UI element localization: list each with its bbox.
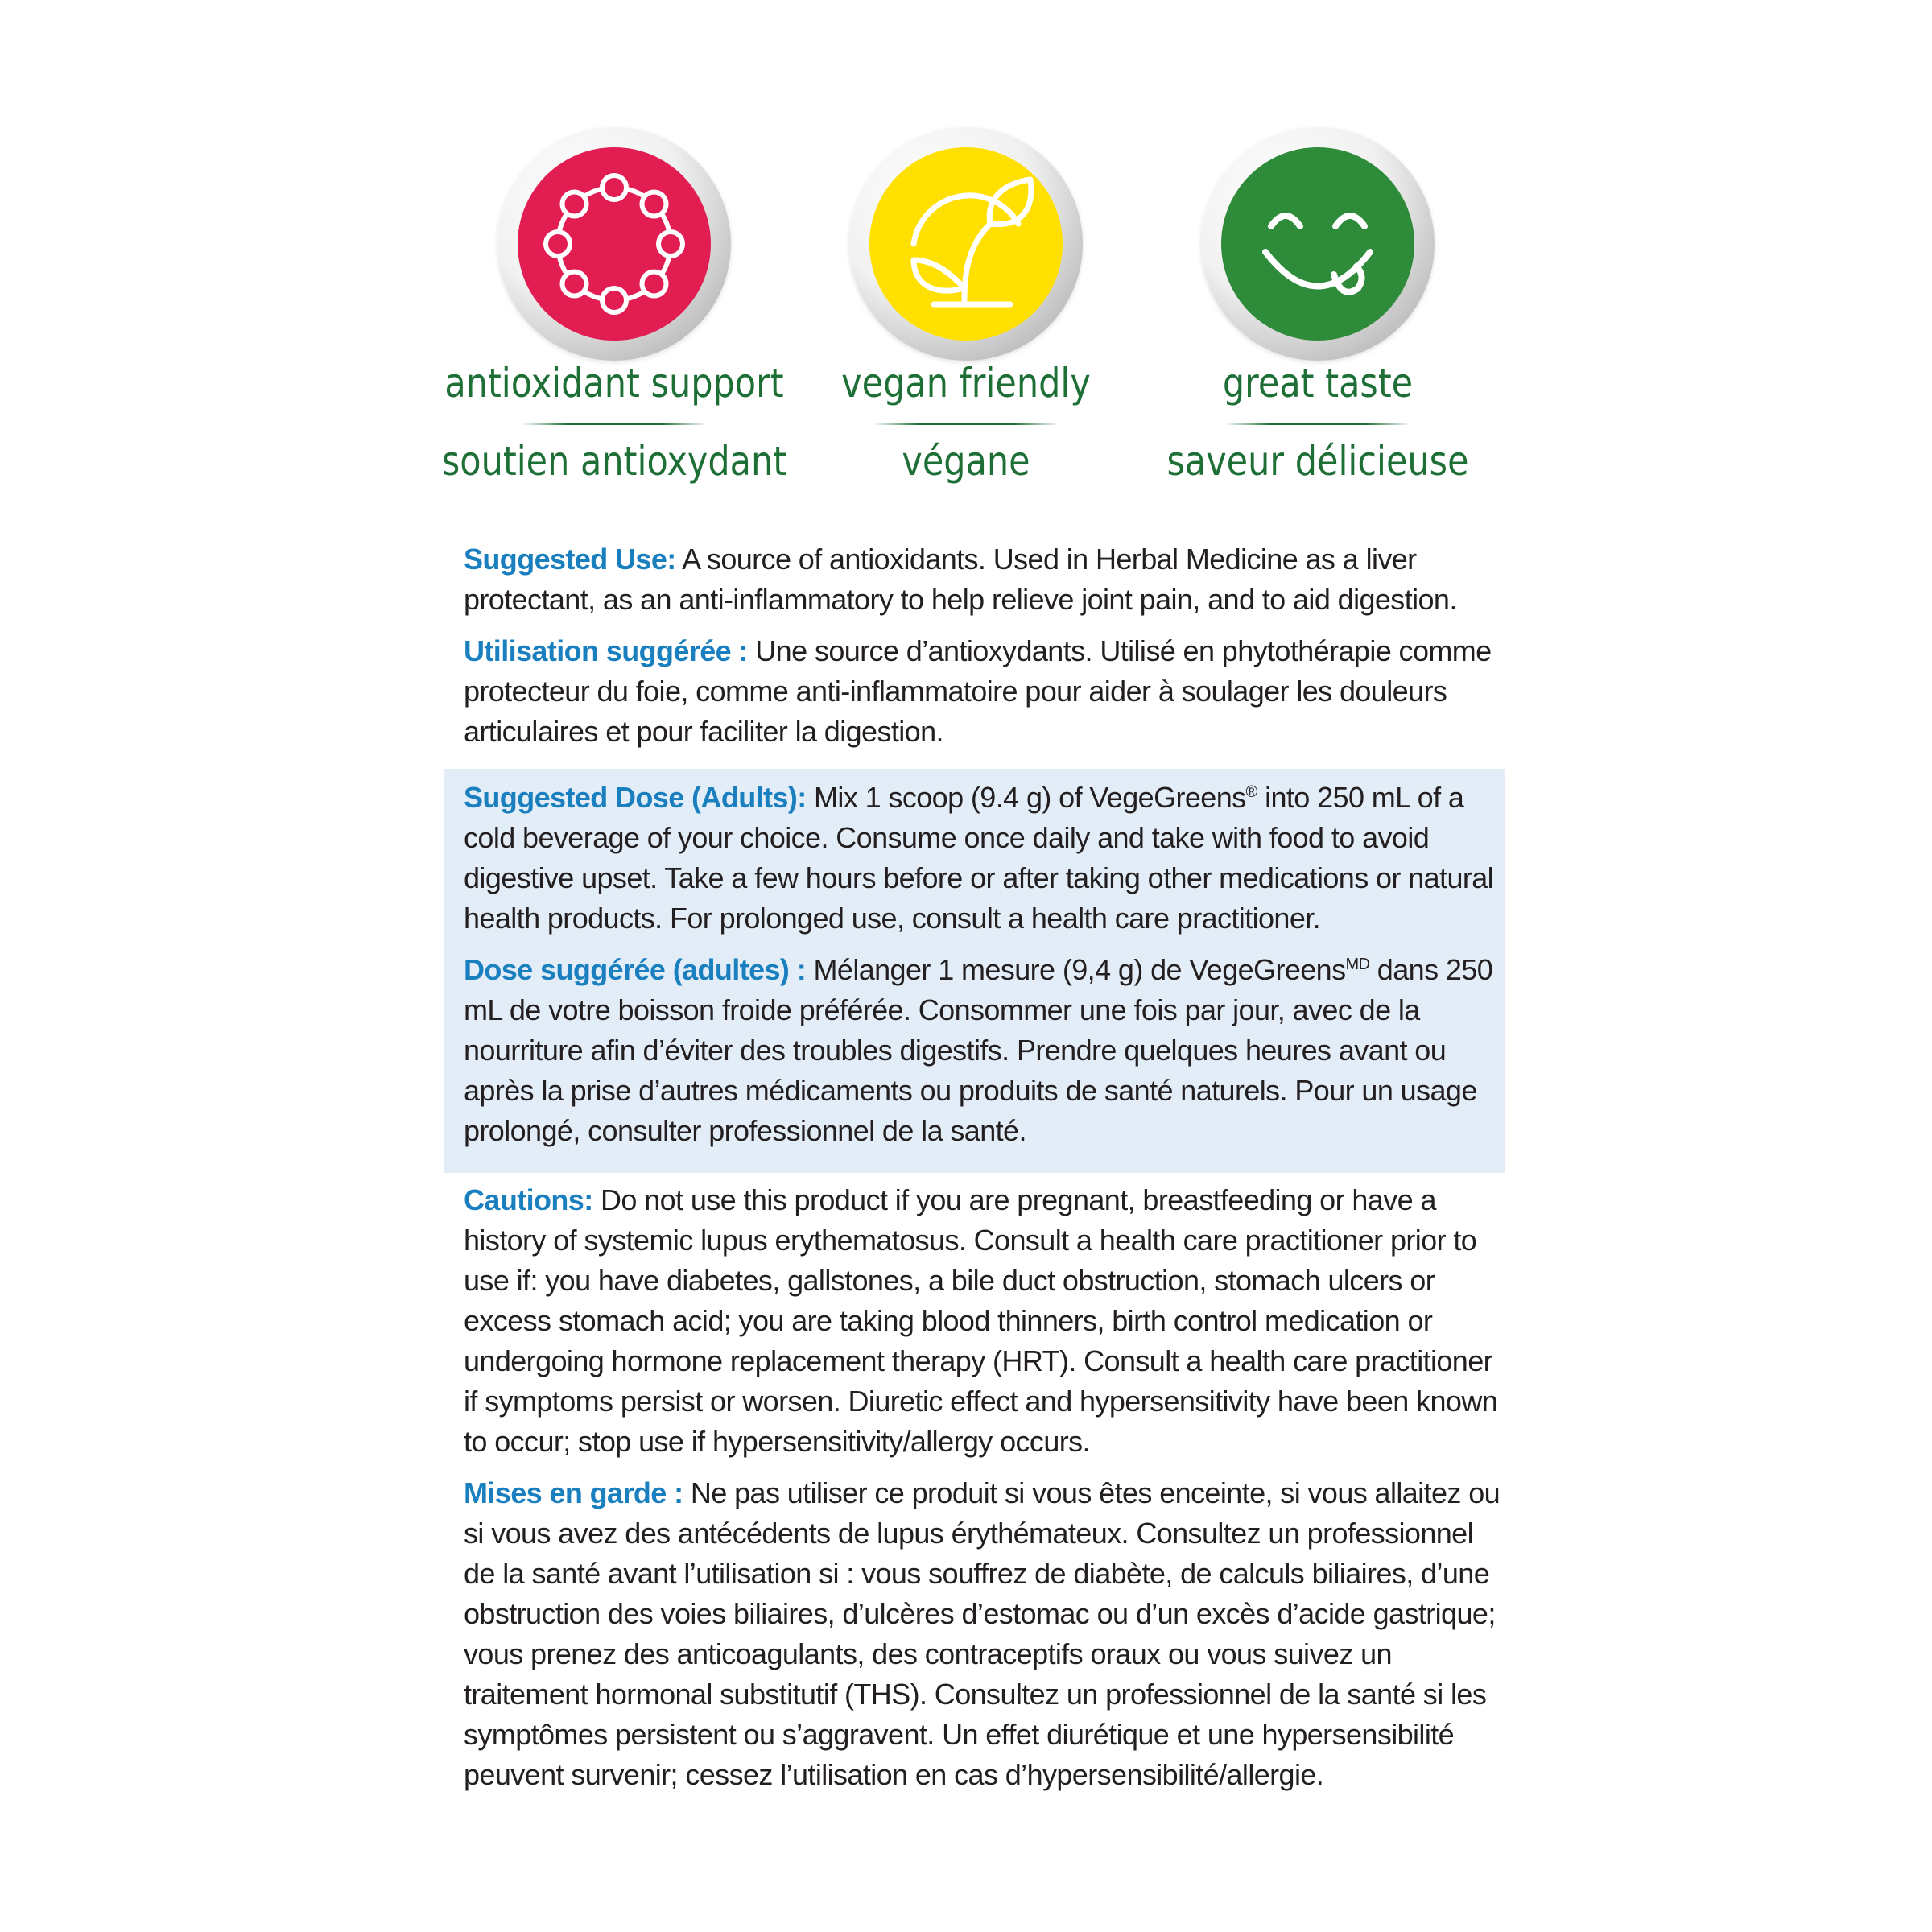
vegan-label-fr: végane <box>902 438 1030 485</box>
suggested-use-en-text: A source of antioxidants. Used in Herbal Medicine as a liver protectant, as an anti-inflammatory to help relieve joint pain, and to aid digestion. <box>464 543 1457 616</box>
suggested-use-section <box>464 539 1502 763</box>
suggested-dose-fr-text-1: Mélanger 1 mesure (9,4 g) de VegeGreens <box>806 953 1346 986</box>
taste-caption <box>1137 358 1497 486</box>
suggested-use-fr-text: Une source d’antioxydants. Utilisé en phytothérapie comme protecteur du foie, comme anti-inflammatoire pour aider à soulager les douleurs articulaires et pour faciliter la digestion. <box>464 634 1492 748</box>
suggested-dose-section <box>464 778 1502 1162</box>
cautions-fr <box>464 1473 1502 1795</box>
suggested-dose-en <box>464 778 1502 939</box>
cautions-section <box>464 1180 1502 1806</box>
suggested-dose-en-heading: Suggested Dose (Adults): <box>464 781 807 814</box>
cautions-fr-heading: Mises en garde : <box>464 1476 683 1509</box>
registered-mark: ® <box>1245 783 1257 801</box>
cautions-fr-text: Ne pas utiliser ce produit si vous êtes enceinte, si vous allaitez ou si vous avez des antécédents de lupus érythémateux. Consultez un professionnel de la santé avant l’utilisation si : vous souffrez de diabète, de calculs biliaires, d’une obstruction des voies biliaires, d’ulcères d’estomac ou d’un excès d’acide gastrique; vous prenez des anticoagulants, des contraceptifs oraux ou vous suivez un traitement hormonal substitutif (THS). Consultez un professionnel de la santé si les symptômes persistent ou s’aggravent. Un effet diurétique et une hypersensibilité peuvent survenir; cessez l’utilisation en cas d’hypersensibilité/allergie. <box>464 1476 1501 1791</box>
antioxidant-badge <box>497 127 731 361</box>
vegan-label-en: vegan friendly <box>841 360 1091 407</box>
vegan-caption <box>786 358 1146 486</box>
antioxidant-label-en: antioxidant support <box>444 360 784 407</box>
suggested-dose-en-text-2: into 250 mL of a cold beverage of your choice. Consume once daily and take with food to avoid digestive upset. Take a few hours before or after taking other medications or natural health products. For prolonged use, consult a health care practitioner. <box>464 781 1494 935</box>
suggested-dose-fr-text-2: dans 250 mL de votre boisson froide préférée. Consommer une fois par jour, avec de la nourriture afin d’éviter des troubles digestifs. Prendre quelques heures avant ou après la prise d’autres médicaments ou produits de santé naturels. Pour un usage prolongé, consulter professionnel de la santé. <box>464 953 1493 1147</box>
caption-divider <box>1224 423 1411 425</box>
suggested-use-fr-heading: Utilisation suggérée : <box>464 634 748 667</box>
suggested-dose-fr <box>464 950 1502 1151</box>
caption-divider <box>873 423 1059 425</box>
suggested-use-en <box>464 539 1502 620</box>
suggested-use-fr <box>464 631 1502 752</box>
suggested-dose-en-text-1: Mix 1 scoop (9.4 g) of VegeGreens <box>806 781 1246 814</box>
vegan-badge-disc <box>869 147 1063 341</box>
md-mark: MD <box>1345 956 1370 973</box>
molecule-ring-icon <box>518 147 711 341</box>
taste-label-fr: saveur délicieuse <box>1166 438 1469 485</box>
cautions-en <box>464 1180 1502 1462</box>
suggested-use-en-heading: Suggested Use: <box>464 543 676 576</box>
taste-label-en: great taste <box>1222 360 1414 407</box>
suggested-dose-fr-heading: Dose suggérée (adultes) : <box>464 953 807 986</box>
vegan-badge <box>849 127 1083 361</box>
taste-badge <box>1201 127 1435 361</box>
antioxidant-caption <box>434 358 794 486</box>
smiley-tongue-icon <box>1221 147 1414 341</box>
cautions-en-heading: Cautions: <box>464 1183 593 1216</box>
antioxidant-badge-disc <box>518 147 711 341</box>
cautions-en-text: Do not use this product if you are pregnant, breastfeeding or have a history of systemic lupus erythematosus. Consult a health care practitioner prior to use if: you have diabetes, gallstones, a bile duct obstruction, stomach ulcers or excess stomach acid; you are taking blood thinners, birth control medication or undergoing hormone replacement therapy (HRT). Consult a health care practitioner if symptoms persist or worsen. Diuretic effect and hypersensitivity have been known to occur; stop use if hypersensitivity/allergy occurs. <box>464 1183 1498 1458</box>
caption-divider <box>521 423 708 425</box>
leaves-icon <box>869 147 1063 341</box>
antioxidant-label-fr: soutien antioxydant <box>441 438 787 485</box>
taste-badge-disc <box>1221 147 1414 341</box>
